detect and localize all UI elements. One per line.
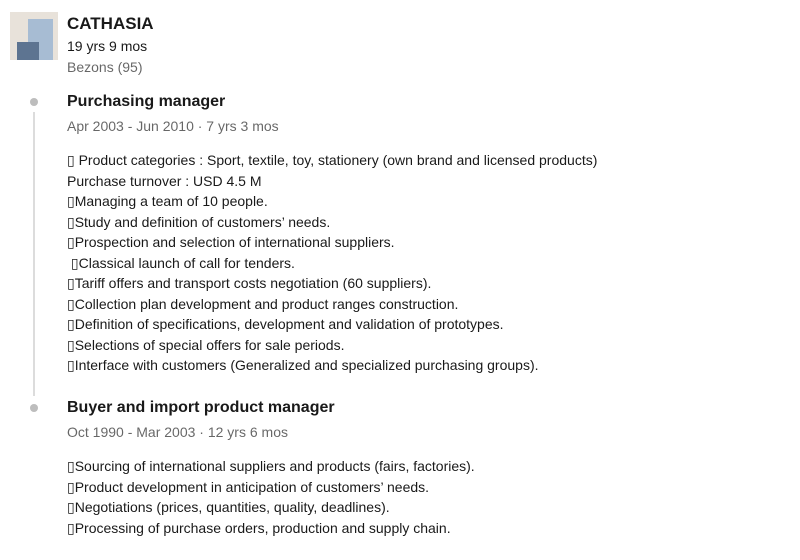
description-line: ▯Tariff offers and transport costs negotiation (60 suppliers). — [67, 275, 432, 291]
description-line: ▯Sourcing of international suppliers and products (fairs, factories). — [67, 458, 475, 474]
position-dates: Oct 1990 - Mar 2003 · 12 yrs 6 mos — [67, 424, 288, 440]
description-line: Purchase turnover : USD 4.5 M — [67, 172, 262, 189]
description-line: ▯Study and definition of customers’ needs. — [67, 213, 331, 230]
position-description — [67, 456, 787, 538]
position-dates: Apr 2003 - Jun 2010 · 7 yrs 3 mos — [67, 118, 279, 134]
description-line: ▯Selections of special offers for sale periods. — [67, 336, 345, 353]
description-line: ▯ Product categories : Sport, textile, toy, stationery (own brand and licensed products) — [67, 152, 598, 168]
company-location: Bezons (95) — [67, 59, 143, 75]
description-line: ▯Prospection and selection of international suppliers. — [67, 234, 395, 250]
company-total-duration: 19 yrs 9 mos — [67, 38, 148, 54]
timeline-dot — [30, 404, 38, 412]
position-entry — [67, 398, 787, 538]
timeline-line — [33, 112, 35, 396]
company-name[interactable]: CATHASIA — [67, 14, 154, 33]
description-line: ▯Processing of purchase orders, production and supply chain. — [67, 519, 451, 536]
description-line: ▯Classical launch of call for tenders. — [67, 254, 295, 271]
position-title[interactable]: Buyer and import product manager — [67, 399, 335, 416]
description-line: ▯Definition of specifications, development and validation of prototypes. — [67, 316, 504, 332]
timeline-dot — [30, 98, 38, 106]
company-logo[interactable] — [10, 12, 58, 60]
description-line: ▯Negotiations (prices, quantities, quality, deadlines). — [67, 499, 390, 515]
description-line: ▯Interface with customers (Generalized and specialized purchasing groups). — [67, 357, 539, 373]
position-title[interactable]: Purchasing manager — [67, 93, 226, 110]
description-line: ▯Collection plan development and product ranges construction. — [67, 295, 459, 312]
position-description — [67, 150, 787, 376]
logo-shape-dark — [17, 42, 39, 60]
company-header — [10, 12, 770, 82]
description-line: ▯Product development in anticipation of customers’ needs. — [67, 478, 430, 495]
description-line: ▯Managing a team of 10 people. — [67, 193, 268, 209]
position-entry — [67, 92, 787, 376]
